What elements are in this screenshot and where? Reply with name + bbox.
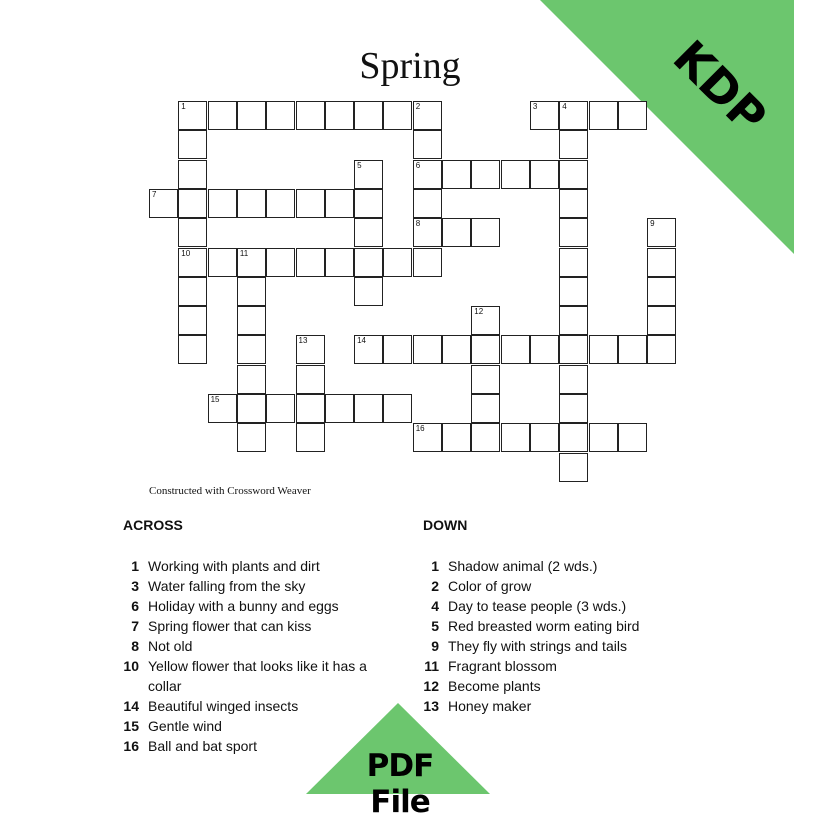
clue-text: Water falling from the sky [148, 578, 306, 594]
grid-cell[interactable] [149, 189, 178, 218]
clue-number: 16 [123, 738, 139, 754]
down-clue [423, 616, 713, 636]
grid-cell[interactable] [237, 365, 266, 394]
grid-cell[interactable] [589, 423, 618, 452]
grid-cell[interactable] [296, 423, 325, 452]
clue-text: Holiday with a bunny and eggs [148, 598, 339, 614]
clue-number: 10 [123, 658, 139, 674]
puzzle-title: Spring [359, 45, 461, 87]
clue-number: 9 [431, 638, 439, 654]
across-clue [123, 576, 398, 596]
clue-text: Working with plants and dirt [148, 558, 320, 574]
grid-cell[interactable] [413, 248, 442, 277]
across-heading: ACROSS [123, 517, 183, 533]
grid-cell[interactable] [325, 101, 354, 130]
grid-cell[interactable] [178, 277, 207, 306]
clue-text: Color of grow [448, 578, 532, 594]
grid-cell[interactable] [618, 101, 647, 130]
down-clue [423, 636, 713, 656]
down-clue [423, 676, 713, 696]
clue-text: Beautiful winged insects [148, 698, 299, 714]
grid-cell[interactable] [354, 248, 383, 277]
grid-cell[interactable] [530, 423, 559, 452]
grid-cell[interactable] [647, 277, 676, 306]
grid-cell[interactable] [237, 423, 266, 452]
grid-cell[interactable] [354, 101, 383, 130]
grid-cell[interactable] [237, 394, 266, 423]
across-clue [123, 656, 398, 696]
grid-cell[interactable] [237, 335, 266, 364]
clue-text: Honey maker [448, 698, 532, 714]
clue-number: 12 [423, 678, 439, 694]
grid-cell[interactable] [501, 160, 530, 189]
clue-text: Day to tease people (3 wds.) [448, 598, 627, 614]
grid-cell[interactable] [383, 248, 412, 277]
grid-cell[interactable] [383, 335, 412, 364]
grid-cell[interactable] [559, 189, 588, 218]
grid-cell[interactable] [559, 335, 588, 364]
grid-cell[interactable] [208, 248, 237, 277]
grid-cell[interactable] [178, 189, 207, 218]
clue-number: 4 [431, 598, 439, 614]
down-clue [423, 576, 713, 596]
clue-number-label: 16 [415, 424, 425, 434]
grid-cell[interactable] [471, 423, 500, 452]
grid-cell[interactable] [442, 218, 471, 247]
clue-number: 7 [131, 618, 139, 634]
grid-cell[interactable] [559, 365, 588, 394]
grid-cell[interactable] [559, 160, 588, 189]
grid-cell[interactable] [413, 218, 442, 247]
grid-cell[interactable] [325, 189, 354, 218]
grid-cell[interactable] [559, 101, 588, 130]
grid-cell[interactable] [296, 365, 325, 394]
clue-number: 11 [424, 658, 439, 674]
grid-cell[interactable] [296, 335, 325, 364]
grid-cell[interactable] [471, 335, 500, 364]
clue-number: 14 [123, 698, 139, 714]
clue-number-label: 5 [357, 160, 362, 170]
grid-cell[interactable] [237, 306, 266, 335]
pdf-file-badge-label: PDF File [366, 748, 434, 820]
grid-cell[interactable] [559, 423, 588, 452]
grid-cell[interactable] [178, 306, 207, 335]
grid-cell[interactable] [471, 365, 500, 394]
grid-cell[interactable] [413, 160, 442, 189]
grid-cell[interactable] [354, 394, 383, 423]
grid-cell[interactable] [325, 394, 354, 423]
clue-text: Spring flower that can kiss [148, 618, 312, 634]
grid-cell[interactable] [413, 130, 442, 159]
grid-cell[interactable] [530, 160, 559, 189]
grid-cell[interactable] [178, 218, 207, 247]
grid-cell[interactable] [413, 335, 442, 364]
down-heading: DOWN [423, 517, 468, 533]
across-clue [123, 556, 398, 576]
clue-text: Not old [148, 638, 193, 654]
grid-cell[interactable] [178, 248, 207, 277]
grid-cell[interactable] [413, 189, 442, 218]
clue-number-label: 14 [357, 336, 366, 346]
clue-text: Become plants [448, 678, 541, 694]
grid-cell[interactable] [237, 101, 266, 130]
across-clue [123, 716, 398, 736]
clue-number: 13 [423, 698, 439, 714]
grid-cell[interactable] [471, 160, 500, 189]
grid-cell[interactable] [618, 335, 647, 364]
grid-cell[interactable] [559, 453, 588, 482]
grid-cell[interactable] [530, 335, 559, 364]
grid-cell[interactable] [383, 101, 412, 130]
down-clue-list [423, 556, 713, 716]
construction-credit: Constructed with Crossword Weaver [149, 485, 311, 497]
across-clue-list [123, 556, 398, 756]
grid-cell[interactable] [471, 218, 500, 247]
grid-cell[interactable] [178, 335, 207, 364]
clue-text: Shadow animal (2 wds.) [448, 558, 598, 574]
grid-cell[interactable] [325, 248, 354, 277]
grid-cell[interactable] [354, 277, 383, 306]
clue-number-label: 12 [474, 307, 484, 317]
clue-number-label: 11 [239, 248, 249, 258]
grid-cell[interactable] [413, 423, 442, 452]
clue-number-label: 6 [415, 160, 421, 170]
clue-number-label: 9 [650, 219, 655, 229]
grid-cell[interactable] [559, 394, 588, 423]
grid-cell[interactable] [559, 306, 588, 335]
clue-number: 3 [131, 578, 139, 594]
clue-number: 6 [131, 598, 139, 614]
grid-cell[interactable] [208, 189, 237, 218]
grid-cell[interactable] [266, 189, 295, 218]
grid-cell[interactable] [442, 335, 471, 364]
grid-cell[interactable] [530, 101, 559, 130]
grid-cell[interactable] [559, 130, 588, 159]
grid-cell[interactable] [471, 306, 500, 335]
grid-cell[interactable] [237, 277, 266, 306]
clue-number-label: 8 [415, 219, 421, 229]
across-clue [123, 616, 398, 636]
grid-cell[interactable] [471, 394, 500, 423]
grid-cell[interactable] [178, 101, 207, 130]
grid-cell[interactable] [559, 248, 588, 277]
clue-number: 2 [431, 578, 439, 594]
across-clue [123, 596, 398, 616]
across-clue [123, 636, 398, 656]
clue-number: 8 [131, 638, 139, 654]
kdp-badge-label: KDP [662, 29, 778, 145]
grid-cell[interactable] [296, 189, 325, 218]
grid-cell[interactable] [647, 306, 676, 335]
clue-number-label: 2 [415, 102, 421, 111]
grid-cell[interactable] [589, 335, 618, 364]
clue-number: 1 [131, 558, 139, 574]
grid-cell[interactable] [647, 335, 676, 364]
grid-cell[interactable] [237, 248, 266, 277]
grid-cell[interactable] [208, 101, 237, 130]
clue-number-label: 1 [181, 102, 186, 111]
clue-text: Yellow flower that looks like it has a collar [148, 658, 367, 694]
grid-cell[interactable] [442, 160, 471, 189]
clue-number-label: 15 [210, 395, 220, 404]
grid-cell[interactable] [501, 335, 530, 364]
clue-number-label: 4 [562, 102, 567, 111]
grid-cell[interactable] [354, 160, 383, 189]
grid-cell[interactable] [354, 189, 383, 218]
grid-cell[interactable] [442, 423, 471, 452]
clue-text: Red breasted worm eating bird [448, 618, 640, 634]
grid-cell[interactable] [647, 248, 676, 277]
grid-cell[interactable] [413, 101, 442, 130]
clue-number: 1 [431, 558, 439, 574]
clue-text: They fly with strings and tails [448, 638, 627, 654]
clue-number-label: 7 [152, 189, 157, 199]
clue-number-label: 10 [181, 248, 191, 258]
grid-cell[interactable] [383, 394, 412, 423]
clue-text: Fragrant blossom [448, 658, 557, 674]
clue-number-label: 3 [532, 102, 538, 111]
grid-cell[interactable] [296, 248, 325, 277]
grid-cell[interactable] [178, 160, 207, 189]
grid-cell[interactable] [296, 101, 325, 130]
grid-cell[interactable] [296, 394, 325, 423]
clue-number: 15 [123, 718, 139, 734]
grid-cell[interactable] [647, 218, 676, 247]
clue-text: Ball and bat sport [148, 738, 257, 754]
grid-cell[interactable] [237, 189, 266, 218]
clue-text: Gentle wind [148, 718, 222, 734]
down-clue [423, 596, 713, 616]
clue-number-label: 13 [298, 336, 308, 346]
across-clue [123, 736, 398, 756]
grid-cell[interactable] [354, 218, 383, 247]
grid-cell[interactable] [266, 394, 295, 423]
grid-cell[interactable] [266, 101, 295, 130]
grid-cell[interactable] [618, 423, 647, 452]
clue-number: 5 [431, 618, 439, 634]
across-clue [123, 696, 398, 716]
grid-cell[interactable] [354, 335, 383, 364]
down-clue [423, 656, 713, 676]
grid-cell[interactable] [559, 218, 588, 247]
down-clue [423, 556, 713, 576]
grid-cell[interactable] [559, 277, 588, 306]
grid-cell[interactable] [208, 394, 237, 423]
grid-cell[interactable] [266, 248, 295, 277]
grid-cell[interactable] [501, 423, 530, 452]
grid-cell[interactable] [178, 130, 207, 159]
down-clue [423, 696, 713, 716]
grid-cell[interactable] [589, 101, 618, 130]
